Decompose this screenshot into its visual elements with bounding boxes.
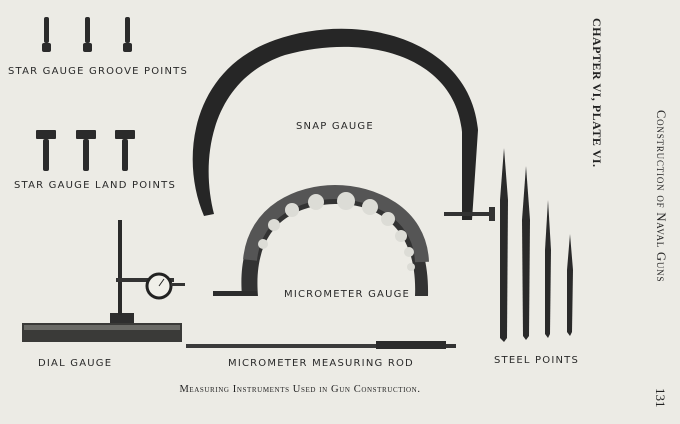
measuring-rod-icon [186, 341, 456, 349]
snap-gauge-label: SNAP GAUGE [296, 121, 374, 132]
running-head: Construction of Naval Guns [654, 110, 668, 283]
micrometer-gauge-label: MICROMETER GAUGE [284, 289, 411, 300]
groove-point-icon [42, 17, 132, 52]
chapter-heading: CHAPTER VI, PLATE VI. [590, 18, 604, 168]
dial-gauge-icon [22, 220, 185, 342]
groove-points-label: STAR GAUGE GROOVE POINTS [8, 66, 188, 77]
steel-points-icon [500, 148, 573, 342]
micrometer-gauge-icon [213, 188, 428, 296]
measuring-rod-label: MICROMETER MEASURING ROD [228, 358, 414, 369]
land-points-label: STAR GAUGE LAND POINTS [14, 180, 176, 191]
plate-caption: Measuring Instruments Used in Gun Construction. [179, 384, 421, 395]
land-point-icon [36, 130, 135, 171]
steel-points-label: STEEL POINTS [494, 355, 580, 366]
dial-gauge-label: DIAL GAUGE [38, 358, 113, 369]
page-number: 131 [653, 388, 668, 408]
